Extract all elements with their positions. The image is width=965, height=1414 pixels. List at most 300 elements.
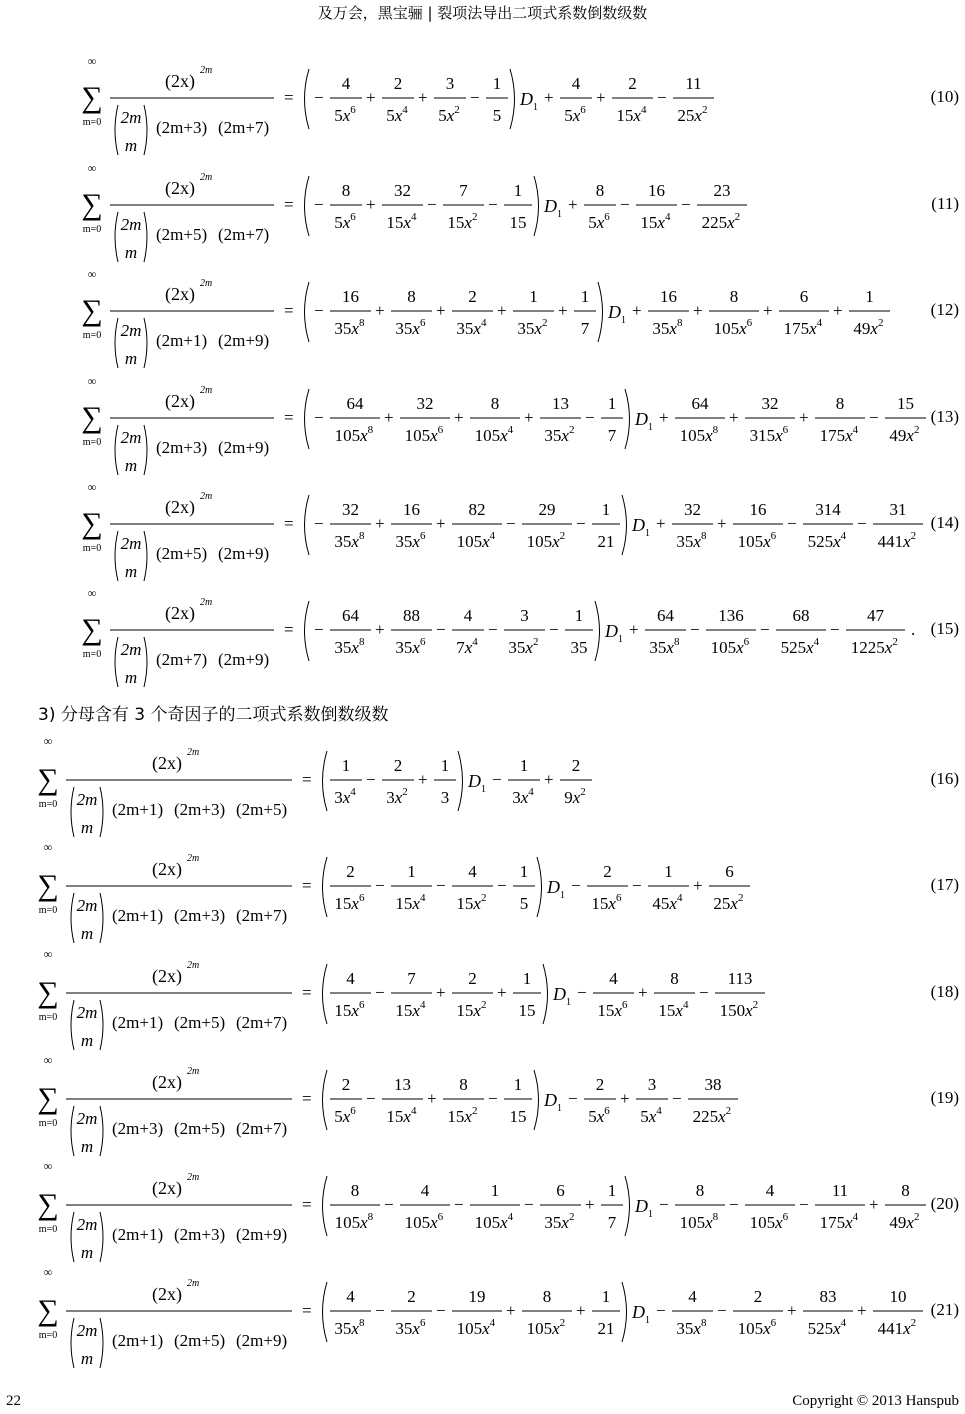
operator-sign: − bbox=[436, 1301, 446, 1320]
fraction-numerator: 4 bbox=[341, 74, 351, 93]
numerator-exponent: 2m bbox=[200, 278, 213, 289]
fraction-denominator: $3x^4$ bbox=[334, 786, 356, 807]
equals-sign: = bbox=[284, 195, 294, 214]
fraction-numerator: 4 bbox=[420, 1181, 430, 1200]
sigma-symbol: ∑ bbox=[37, 763, 59, 796]
fraction-denominator: $35x^8$ bbox=[676, 1317, 707, 1338]
fraction-denominator: $105x^6$ bbox=[713, 317, 753, 338]
equation-20 bbox=[0, 1159, 965, 1262]
summation-lower-limit: m=0 bbox=[82, 330, 102, 341]
operator-sign: − bbox=[577, 983, 587, 1002]
equals-sign: = bbox=[302, 1301, 312, 1320]
D-symbol: $D_1$ bbox=[544, 1090, 562, 1114]
fraction-denominator: $5x^6$ bbox=[334, 211, 356, 232]
fraction-denominator: $525x^4$ bbox=[807, 530, 847, 551]
fraction-numerator: 1 bbox=[607, 1181, 617, 1200]
summation-lower-limit: m=0 bbox=[38, 1012, 58, 1023]
fraction-denominator: $15x^4$ bbox=[386, 1105, 417, 1126]
D-symbol: $D_1$ bbox=[632, 515, 650, 539]
sigma-symbol: ∑ bbox=[81, 188, 103, 221]
D-symbol: $D_1$ bbox=[635, 1196, 653, 1220]
operator-sign: − bbox=[830, 620, 840, 639]
fraction-denominator: $5x^2$ bbox=[438, 104, 460, 125]
lhs-numerator: (2x) bbox=[152, 1072, 182, 1092]
fraction-denominator: $525x^4$ bbox=[780, 636, 820, 657]
fraction-denominator: $175x^4$ bbox=[819, 1211, 859, 1232]
fraction-denominator: $45x^4$ bbox=[652, 892, 683, 913]
fraction-denominator: $9x^2$ bbox=[564, 786, 586, 807]
sigma-symbol: ∑ bbox=[81, 294, 103, 327]
operator-sign: + bbox=[436, 983, 446, 1002]
operator-sign: + bbox=[544, 770, 554, 789]
fraction-numerator: 8 bbox=[542, 1287, 552, 1306]
fraction-numerator: 1 bbox=[580, 287, 590, 306]
fraction-numerator: 3 bbox=[647, 1075, 657, 1094]
operator-sign: + bbox=[427, 1089, 437, 1108]
fraction-numerator: 8 bbox=[350, 1181, 360, 1200]
fraction-numerator: 29 bbox=[538, 500, 556, 519]
binomial-bottom: m bbox=[124, 349, 138, 368]
fraction-denominator: $105x^8$ bbox=[334, 424, 374, 445]
fraction-denominator: $15x^4$ bbox=[616, 104, 647, 125]
equation-number: (15) bbox=[930, 619, 959, 638]
operator-sign: + bbox=[857, 1301, 867, 1320]
operator-sign: − bbox=[314, 301, 324, 320]
fraction-denominator: $35x^8$ bbox=[652, 317, 683, 338]
fraction-denominator: $5x^6$ bbox=[334, 1105, 356, 1126]
operator-sign: − bbox=[488, 620, 498, 639]
fraction-numerator: 1 bbox=[607, 394, 617, 413]
equation-number: (16) bbox=[930, 769, 959, 788]
operator-sign: + bbox=[524, 408, 534, 427]
fraction-numerator: 2 bbox=[753, 1287, 763, 1306]
equation-number: (12) bbox=[930, 300, 959, 319]
fraction-numerator: 7 bbox=[459, 181, 468, 200]
denominator-factor: (2m+9) bbox=[218, 544, 270, 563]
fraction-denominator: 5 bbox=[492, 106, 502, 125]
fraction-numerator: 4 bbox=[688, 1287, 697, 1306]
operator-sign: + bbox=[375, 620, 385, 639]
fraction-denominator: 21 bbox=[597, 532, 615, 551]
fraction-numerator: 1 bbox=[513, 1075, 523, 1094]
fraction-denominator: $35x^4$ bbox=[456, 317, 487, 338]
denominator-factor: (2m+5) bbox=[156, 225, 208, 244]
numerator-exponent: 2m bbox=[187, 1066, 200, 1077]
fraction-numerator: 2 bbox=[407, 1287, 416, 1306]
denominator-factor: (2m+9) bbox=[236, 1331, 288, 1350]
equation-17 bbox=[0, 840, 965, 943]
equation-number: (17) bbox=[930, 875, 959, 894]
operator-sign: + bbox=[717, 514, 727, 533]
infinity-symbol: ∞ bbox=[87, 267, 97, 281]
infinity-symbol: ∞ bbox=[43, 1053, 53, 1067]
fraction-numerator: 19 bbox=[468, 1287, 486, 1306]
equation-18 bbox=[0, 947, 965, 1050]
fraction-denominator: $175x^4$ bbox=[819, 424, 859, 445]
infinity-symbol: ∞ bbox=[43, 840, 53, 854]
fraction-numerator: 8 bbox=[459, 1075, 468, 1094]
equation-number: (11) bbox=[931, 194, 959, 213]
fraction-denominator: $35x^2$ bbox=[544, 1211, 575, 1232]
fraction-numerator: 8 bbox=[835, 394, 845, 413]
equals-sign: = bbox=[302, 983, 312, 1002]
sigma-symbol: ∑ bbox=[37, 1082, 59, 1115]
fraction-numerator: 8 bbox=[670, 969, 679, 988]
fraction-denominator: $15x^6$ bbox=[591, 892, 622, 913]
fraction-numerator: 2 bbox=[595, 1075, 605, 1094]
equation-number: (18) bbox=[930, 982, 959, 1001]
fraction-numerator: 4 bbox=[463, 606, 473, 625]
lhs-numerator: (2x) bbox=[152, 753, 182, 773]
fraction-numerator: 8 bbox=[407, 287, 416, 306]
operator-sign: − bbox=[659, 1195, 669, 1214]
denominator-factor: (2m+9) bbox=[218, 331, 270, 350]
fraction-denominator: $35x^8$ bbox=[334, 1317, 365, 1338]
fraction-numerator: 11 bbox=[685, 74, 702, 93]
fraction-denominator: $441x^2$ bbox=[877, 1317, 917, 1338]
fraction-denominator: $105x^6$ bbox=[710, 636, 750, 657]
fraction-denominator: $105x^6$ bbox=[404, 1211, 444, 1232]
fraction-denominator: $5x^6$ bbox=[564, 104, 586, 125]
fraction-numerator: 8 bbox=[901, 1181, 910, 1200]
D-symbol: $D_1$ bbox=[520, 89, 538, 113]
operator-sign: − bbox=[497, 876, 507, 895]
fraction-denominator: $225x^2$ bbox=[701, 211, 741, 232]
operator-sign: + bbox=[596, 88, 606, 107]
fraction-denominator: $105x^6$ bbox=[404, 424, 444, 445]
binomial-bottom: m bbox=[80, 1349, 94, 1368]
equation-21 bbox=[0, 1265, 965, 1368]
operator-sign: − bbox=[375, 1301, 385, 1320]
fraction-denominator: 5 bbox=[519, 894, 529, 913]
fraction-denominator: $105x^4$ bbox=[474, 1211, 514, 1232]
equation-12 bbox=[0, 267, 965, 368]
fraction-denominator: $35x^8$ bbox=[649, 636, 680, 657]
fraction-numerator: 1 bbox=[519, 756, 529, 775]
operator-sign: − bbox=[314, 620, 324, 639]
fraction-numerator: 4 bbox=[765, 1181, 775, 1200]
summation-lower-limit: m=0 bbox=[82, 224, 102, 235]
fraction-denominator: $35x^8$ bbox=[334, 530, 365, 551]
denominator-factor: (2m+5) bbox=[156, 544, 208, 563]
denominator-factor: (2m+5) bbox=[174, 1331, 226, 1350]
fraction-numerator: 2 bbox=[393, 74, 403, 93]
denominator-factor: (2m+3) bbox=[174, 800, 226, 819]
equation-number: (21) bbox=[930, 1300, 959, 1319]
fraction-denominator: $441x^2$ bbox=[877, 530, 917, 551]
equals-sign: = bbox=[284, 301, 294, 320]
numerator-exponent: 2m bbox=[200, 597, 213, 608]
operator-sign: − bbox=[690, 620, 700, 639]
fraction-numerator: 1 bbox=[529, 287, 538, 306]
fraction-denominator: $105x^8$ bbox=[679, 1211, 719, 1232]
operator-sign: − bbox=[632, 876, 642, 895]
sigma-symbol: ∑ bbox=[37, 1188, 59, 1221]
D-symbol: $D_1$ bbox=[544, 196, 562, 220]
operator-sign: − bbox=[314, 514, 324, 533]
operator-sign: − bbox=[857, 514, 867, 533]
fraction-denominator: 7 bbox=[607, 426, 617, 445]
binomial-top: 2m bbox=[120, 428, 142, 447]
operator-sign: − bbox=[436, 620, 446, 639]
D-symbol: $D_1$ bbox=[608, 302, 626, 326]
fraction-denominator: $15x^4$ bbox=[395, 892, 426, 913]
D-symbol: $D_1$ bbox=[553, 984, 571, 1008]
operator-sign: − bbox=[699, 983, 709, 1002]
fraction-numerator: 1 bbox=[492, 74, 502, 93]
fraction-denominator: $15x^4$ bbox=[395, 999, 426, 1020]
sigma-symbol: ∑ bbox=[81, 613, 103, 646]
D-symbol: $D_1$ bbox=[635, 409, 653, 433]
fraction-denominator: $5x^6$ bbox=[334, 104, 356, 125]
fraction-numerator: 8 bbox=[695, 1181, 705, 1200]
fraction-denominator: $15x^2$ bbox=[456, 892, 487, 913]
fraction-numerator: 32 bbox=[342, 500, 359, 519]
fraction-denominator: 15 bbox=[509, 213, 527, 232]
operator-sign: − bbox=[366, 1089, 376, 1108]
fraction-numerator: 88 bbox=[403, 606, 420, 625]
fraction-numerator: 8 bbox=[341, 181, 351, 200]
operator-sign: + bbox=[576, 1301, 586, 1320]
fraction-denominator: $105x^4$ bbox=[474, 424, 514, 445]
operator-sign: + bbox=[544, 88, 554, 107]
operator-sign: + bbox=[620, 1089, 630, 1108]
operator-sign: + bbox=[869, 1195, 879, 1214]
operator-sign: + bbox=[632, 301, 642, 320]
fraction-denominator: $150x^2$ bbox=[719, 999, 759, 1020]
fraction-denominator: $105x^2$ bbox=[526, 530, 566, 551]
fraction-denominator: $175x^4$ bbox=[783, 317, 823, 338]
operator-sign: + bbox=[497, 301, 507, 320]
equals-sign: = bbox=[302, 1195, 312, 1214]
fraction-denominator: $25x^2$ bbox=[677, 104, 708, 125]
denominator-factor: (2m+3) bbox=[156, 438, 208, 457]
equation-19 bbox=[0, 1053, 965, 1156]
fraction-numerator: 68 bbox=[792, 606, 810, 625]
binomial-top: 2m bbox=[120, 534, 142, 553]
equation-number: (19) bbox=[930, 1088, 959, 1107]
denominator-factor: (2m+9) bbox=[218, 438, 270, 457]
operator-sign: − bbox=[314, 88, 324, 107]
operator-sign: − bbox=[576, 514, 586, 533]
fraction-denominator: $15x^6$ bbox=[334, 892, 365, 913]
fraction-denominator: $35x^6$ bbox=[395, 530, 426, 551]
fraction-numerator: 2 bbox=[393, 756, 403, 775]
summation-lower-limit: m=0 bbox=[38, 905, 58, 916]
fraction-denominator: 7 bbox=[607, 1213, 617, 1232]
fraction-numerator: 31 bbox=[889, 500, 907, 519]
sigma-symbol: ∑ bbox=[37, 869, 59, 902]
fraction-numerator: 6 bbox=[725, 862, 734, 881]
fraction-denominator: $5x^4$ bbox=[640, 1105, 662, 1126]
fraction-numerator: 2 bbox=[603, 862, 612, 881]
fraction-numerator: 16 bbox=[403, 500, 420, 519]
fraction-numerator: 38 bbox=[704, 1075, 722, 1094]
binomial-top: 2m bbox=[76, 1215, 98, 1234]
operator-sign: − bbox=[384, 1195, 394, 1214]
fraction-denominator: 7 bbox=[580, 319, 590, 338]
fraction-denominator: $35x^6$ bbox=[395, 317, 426, 338]
fraction-numerator: 4 bbox=[346, 1287, 355, 1306]
operator-sign: − bbox=[506, 514, 516, 533]
binomial-top: 2m bbox=[76, 896, 98, 915]
fraction-denominator: $35x^6$ bbox=[395, 1317, 426, 1338]
operator-sign: − bbox=[492, 770, 502, 789]
fraction-numerator: 6 bbox=[799, 287, 809, 306]
fraction-numerator: 3 bbox=[445, 74, 455, 93]
binomial-top: 2m bbox=[120, 215, 142, 234]
terminal-period: . bbox=[911, 620, 916, 639]
infinity-symbol: ∞ bbox=[87, 54, 97, 68]
running-header: 及万会，黑宝骊 | 裂项法导出二项式系数倒数级数 bbox=[317, 4, 648, 22]
fraction-numerator: 16 bbox=[342, 287, 359, 306]
sigma-symbol: ∑ bbox=[37, 1294, 59, 1327]
operator-sign: − bbox=[549, 620, 559, 639]
fraction-numerator: 3 bbox=[520, 606, 529, 625]
fraction-numerator: 15 bbox=[897, 394, 914, 413]
fraction-numerator: 1 bbox=[574, 606, 584, 625]
equation-number: (13) bbox=[930, 407, 959, 426]
fraction-denominator: $105x^4$ bbox=[456, 530, 496, 551]
summation-lower-limit: m=0 bbox=[38, 1224, 58, 1235]
denominator-factor: (2m+1) bbox=[112, 1331, 164, 1350]
denominator-factor: (2m+9) bbox=[218, 650, 270, 669]
fraction-numerator: 4 bbox=[571, 74, 581, 93]
fraction-numerator: 13 bbox=[552, 394, 569, 413]
operator-sign: + bbox=[656, 514, 666, 533]
fraction-numerator: 64 bbox=[346, 394, 364, 413]
denominator-factor: (2m+7) bbox=[156, 650, 208, 669]
numerator-exponent: 2m bbox=[200, 65, 213, 76]
D-symbol: $D_1$ bbox=[547, 877, 565, 901]
fraction-denominator: $105x^2$ bbox=[526, 1317, 566, 1338]
fraction-denominator: $1225x^2$ bbox=[850, 636, 898, 657]
denominator-factor: (2m+7) bbox=[218, 118, 270, 137]
fraction-numerator: 64 bbox=[657, 606, 674, 625]
fraction-numerator: 1 bbox=[490, 1181, 500, 1200]
lhs-numerator: (2x) bbox=[152, 1284, 182, 1304]
binomial-top: 2m bbox=[120, 640, 142, 659]
fraction-numerator: 1 bbox=[664, 862, 673, 881]
equation-16 bbox=[0, 734, 965, 837]
D-symbol: $D_1$ bbox=[605, 621, 623, 645]
operator-sign: − bbox=[729, 1195, 739, 1214]
binomial-top: 2m bbox=[76, 790, 98, 809]
fraction-denominator: $35x^8$ bbox=[676, 530, 707, 551]
D-symbol: $D_1$ bbox=[632, 1302, 650, 1326]
denominator-factor: (2m+5) bbox=[174, 1119, 226, 1138]
operator-sign: − bbox=[375, 983, 385, 1002]
fraction-denominator: 21 bbox=[597, 1319, 615, 1338]
fraction-numerator: 1 bbox=[440, 756, 450, 775]
operator-sign: + bbox=[763, 301, 773, 320]
operator-sign: + bbox=[833, 301, 843, 320]
fraction-denominator: $315x^6$ bbox=[749, 424, 789, 445]
binomial-bottom: m bbox=[80, 1137, 94, 1156]
numerator-exponent: 2m bbox=[187, 747, 200, 758]
fraction-denominator: $15x^2$ bbox=[447, 1105, 478, 1126]
equals-sign: = bbox=[284, 620, 294, 639]
fraction-numerator: 83 bbox=[819, 1287, 837, 1306]
fraction-numerator: 32 bbox=[394, 181, 411, 200]
operator-sign: − bbox=[454, 1195, 464, 1214]
operator-sign: − bbox=[488, 195, 498, 214]
fraction-numerator: 2 bbox=[571, 756, 581, 775]
fraction-denominator: $15x^4$ bbox=[386, 211, 417, 232]
numerator-exponent: 2m bbox=[187, 960, 200, 971]
fraction-numerator: 7 bbox=[407, 969, 416, 988]
infinity-symbol: ∞ bbox=[87, 586, 97, 600]
fraction-denominator: 15 bbox=[509, 1107, 527, 1126]
operator-sign: + bbox=[558, 301, 568, 320]
fraction-numerator: 32 bbox=[416, 394, 434, 413]
fraction-denominator: $35x^2$ bbox=[517, 317, 548, 338]
binomial-bottom: m bbox=[124, 243, 138, 262]
denominator-factor: (2m+5) bbox=[236, 800, 288, 819]
lhs-numerator: (2x) bbox=[165, 497, 195, 517]
fraction-numerator: 23 bbox=[713, 181, 731, 200]
fraction-numerator: 314 bbox=[815, 500, 841, 519]
fraction-denominator: $25x^2$ bbox=[713, 892, 744, 913]
infinity-symbol: ∞ bbox=[87, 480, 97, 494]
fraction-denominator: $35x^6$ bbox=[395, 636, 426, 657]
fraction-numerator: 2 bbox=[341, 1075, 351, 1094]
fraction-denominator: $5x^6$ bbox=[588, 211, 610, 232]
binomial-top: 2m bbox=[76, 1321, 98, 1340]
binomial-bottom: m bbox=[80, 818, 94, 837]
denominator-factor: (2m+7) bbox=[236, 1013, 288, 1032]
operator-sign: − bbox=[717, 1301, 727, 1320]
fraction-denominator: 35 bbox=[570, 638, 588, 657]
fraction-numerator: 13 bbox=[394, 1075, 411, 1094]
infinity-symbol: ∞ bbox=[43, 734, 53, 748]
operator-sign: + bbox=[418, 770, 428, 789]
operator-sign: − bbox=[681, 195, 691, 214]
operator-sign: + bbox=[375, 514, 385, 533]
equation-13 bbox=[0, 374, 965, 475]
operator-sign: − bbox=[568, 1089, 578, 1108]
equation-number: (10) bbox=[930, 87, 959, 106]
equals-sign: = bbox=[284, 514, 294, 533]
numerator-exponent: 2m bbox=[187, 1172, 200, 1183]
operator-sign: − bbox=[470, 88, 480, 107]
infinity-symbol: ∞ bbox=[43, 1265, 53, 1279]
operator-sign: − bbox=[869, 408, 879, 427]
operator-sign: + bbox=[629, 620, 639, 639]
operator-sign: + bbox=[384, 408, 394, 427]
fraction-numerator: 136 bbox=[718, 606, 744, 625]
numerator-exponent: 2m bbox=[200, 491, 213, 502]
fraction-denominator: $15x^2$ bbox=[447, 211, 478, 232]
equation-14 bbox=[0, 480, 965, 581]
binomial-bottom: m bbox=[124, 668, 138, 687]
equals-sign: = bbox=[302, 770, 312, 789]
fraction-denominator: $105x^8$ bbox=[334, 1211, 374, 1232]
operator-sign: − bbox=[799, 1195, 809, 1214]
denominator-factor: (2m+3) bbox=[174, 1225, 226, 1244]
denominator-factor: (2m+5) bbox=[174, 1013, 226, 1032]
fraction-numerator: 64 bbox=[342, 606, 359, 625]
operator-sign: + bbox=[659, 408, 669, 427]
summation-lower-limit: m=0 bbox=[82, 649, 102, 660]
operator-sign: + bbox=[436, 301, 446, 320]
operator-sign: + bbox=[799, 408, 809, 427]
summation-lower-limit: m=0 bbox=[82, 543, 102, 554]
equals-sign: = bbox=[302, 1089, 312, 1108]
operator-sign: + bbox=[693, 301, 703, 320]
operator-sign: + bbox=[375, 301, 385, 320]
equals-sign: = bbox=[284, 408, 294, 427]
